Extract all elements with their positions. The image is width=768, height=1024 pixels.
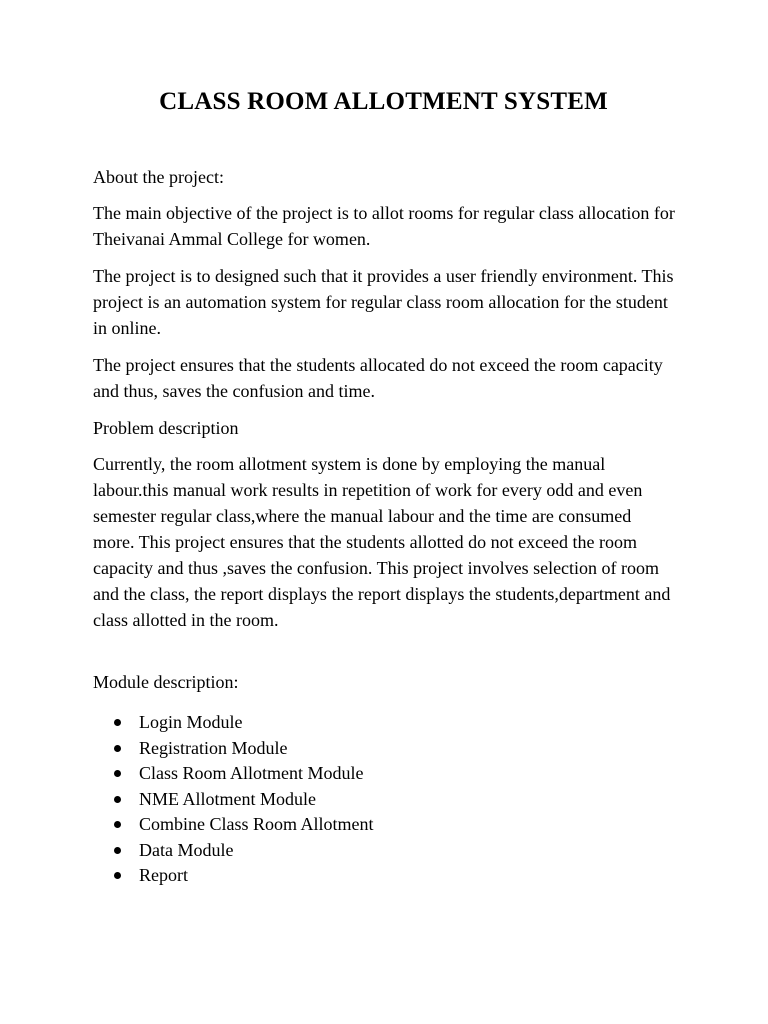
bullet-icon (114, 847, 121, 854)
document-title: CLASS ROOM ALLOTMENT SYSTEM (159, 88, 608, 115)
paragraph-capacity: The project ensures that the students allocated do not exceed the room capacity and thus, saves the confusion and time. (93, 355, 663, 401)
paragraph-objective: The main objective of the project is to allot rooms for regular class allocation for Theivanai Ammal College for women. (93, 203, 675, 249)
module-label: Login Module (139, 712, 243, 732)
bullet-icon (114, 745, 121, 752)
bullet-icon (114, 872, 121, 879)
about-heading: About the project: (93, 167, 224, 187)
module-list-item (93, 838, 676, 864)
module-label: Report (139, 865, 188, 885)
bullet-icon (114, 770, 121, 777)
module-list-item (93, 736, 676, 762)
module-heading: Module description: (93, 672, 239, 692)
paragraph-design: The project is to designed such that it provides a user friendly environment. This project is an automation system for regular class room allocation for the student in online. (93, 266, 674, 338)
problem-description-text: Currently, the room allotment system is done by employing the manual labour.this manual work results in repetition of work for every odd and even semester regular class,where the manual labour and the time are consumed more. This project ensures that the students allotted do not exceed the room capacity and thus ,saves the confusion. This project involves selection of room and the class, the report displays the report displays the students,department and class allotted in the room. (93, 454, 671, 630)
bullet-icon (114, 719, 121, 726)
problem-heading: Problem description (93, 418, 239, 438)
bullet-icon (114, 821, 121, 828)
bullet-icon (114, 796, 121, 803)
module-label: Registration Module (139, 737, 288, 758)
module-list (93, 710, 676, 889)
module-list-item (93, 812, 676, 838)
module-list-item (93, 710, 676, 736)
module-label: Data Module (139, 839, 234, 860)
module-label: NME Allotment Module (139, 788, 316, 809)
module-list-item (93, 761, 676, 787)
module-label: Combine Class Room Allotment (139, 814, 374, 834)
module-list-item (93, 863, 676, 889)
module-list-item (93, 787, 676, 813)
module-label: Class Room Allotment Module (139, 763, 364, 783)
